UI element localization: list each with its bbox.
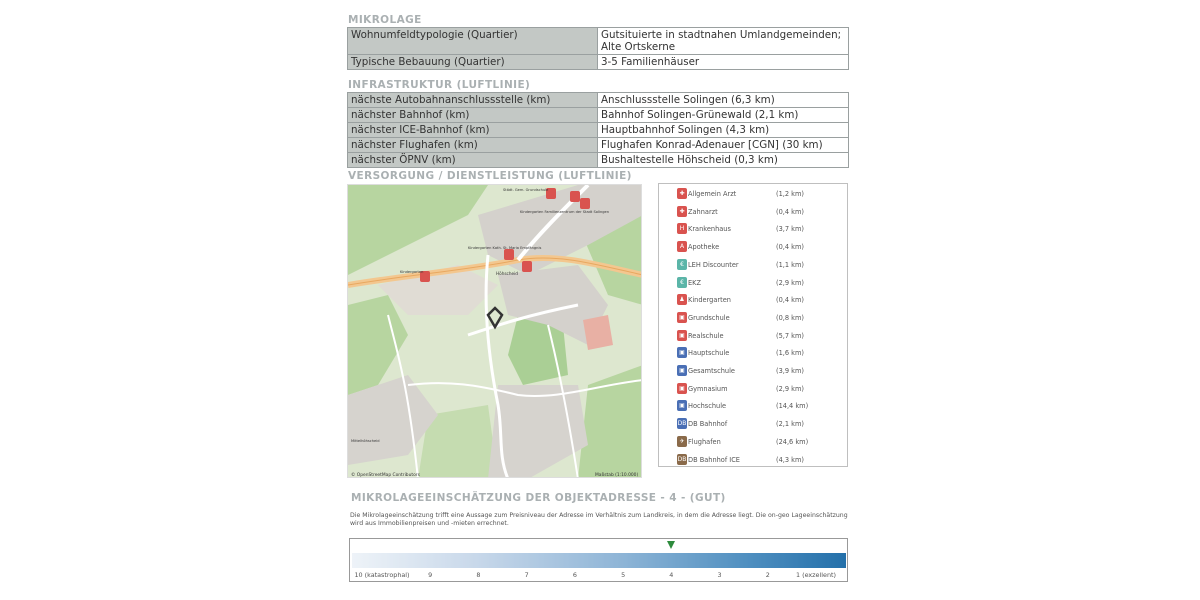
- map-poi-marker[interactable]: [580, 198, 590, 209]
- legend-distance: (2,1 km): [776, 420, 804, 429]
- legend-poi-icon: ▣: [677, 347, 687, 358]
- rating-tick-label: 3: [717, 571, 722, 579]
- versorgung-title: VERSORGUNG / DIENSTLEISTUNG (LUFTLINIE): [348, 170, 632, 182]
- legend-label: DB Bahnhof ICE: [688, 455, 740, 464]
- map-scale: Maßstab (1:10.000): [595, 473, 639, 478]
- infrastruktur-key: nächster ÖPNV (km): [348, 153, 598, 168]
- table-row: [348, 138, 849, 153]
- infrastruktur-title: INFRASTRUKTUR (LUFTLINIE): [348, 79, 531, 91]
- legend-poi-icon: ♟: [677, 294, 687, 305]
- legend-poi-icon: A: [677, 241, 687, 252]
- legend-distance: (1,6 km): [776, 349, 804, 358]
- legend-item: [677, 365, 842, 379]
- legend-label: EKZ: [688, 278, 702, 287]
- legend-item: [677, 223, 842, 237]
- legend-distance: (4,3 km): [776, 455, 804, 464]
- legend-item: [677, 418, 842, 432]
- map-legend: [658, 183, 848, 467]
- legend-item: [677, 400, 842, 414]
- legend-distance: (0,4 km): [776, 296, 804, 305]
- legend-label: Apotheke: [688, 243, 720, 252]
- map-attribution: © OpenStreetMap Contributors: [351, 473, 420, 478]
- table-row: [348, 123, 849, 138]
- legend-poi-icon: DB: [677, 420, 687, 428]
- legend-poi-icon: ▣: [677, 312, 687, 323]
- legend-item: [677, 330, 842, 344]
- legend-item: [677, 383, 842, 397]
- legend-distance: (1,2 km): [776, 190, 804, 198]
- mikrolage-table: [347, 27, 849, 70]
- infrastruktur-value: Anschlussstelle Solingen (6,3 km): [598, 93, 849, 108]
- rating-tick-label: 5: [621, 571, 626, 579]
- map-poi-marker[interactable]: [522, 261, 532, 272]
- legend-item: [677, 277, 842, 291]
- location-map[interactable]: [347, 184, 642, 478]
- rating-marker-icon: [667, 541, 675, 549]
- map-label: Kindergarten Kath. St. Maria Empfängnis: [468, 246, 542, 250]
- rating-tick-label: 2: [765, 571, 770, 579]
- legend-poi-icon: ▣: [677, 330, 687, 341]
- table-row: [348, 153, 849, 168]
- legend-distance: (3,7 km): [776, 225, 804, 234]
- mikrolage-title: MIKROLAGE: [348, 14, 422, 26]
- legend-label: Realschule: [688, 331, 724, 340]
- legend-item: [677, 188, 842, 202]
- legend-poi-icon: ▣: [677, 400, 687, 411]
- table-row: [348, 108, 849, 123]
- rating-gradient-bar: [352, 553, 846, 568]
- legend-poi-icon: €: [677, 259, 687, 270]
- legend-item: [677, 294, 842, 308]
- map-poi-marker[interactable]: [504, 249, 514, 260]
- rating-tick-label: 1 (exzellent): [795, 571, 837, 579]
- legend-distance: (14,4 km): [776, 402, 809, 411]
- legend-label: Hauptschule: [688, 349, 730, 358]
- map-label: Kindergarten: [400, 270, 424, 274]
- infrastruktur-value: Bahnhof Solingen-Grünewald (2,1 km): [598, 108, 849, 123]
- legend-distance: (1,1 km): [776, 260, 804, 269]
- einschaetzung-title: MIKROLAGEEINSCHÄTZUNG DER OBJEKTADRESSE - 4 - (GUT): [351, 492, 726, 504]
- legend-poi-icon: DB: [677, 455, 687, 463]
- infrastruktur-key: nächste Autobahnanschlussstelle (km): [348, 93, 598, 108]
- map-poi-marker[interactable]: [570, 191, 580, 202]
- legend-item: [677, 259, 842, 273]
- rating-scale: [349, 538, 848, 582]
- map-label: Kindergarten Familienzentrum der Stadt Solingen: [520, 210, 610, 214]
- infrastruktur-key: nächster Flughafen (km): [348, 138, 598, 153]
- legend-poi-icon: €: [677, 277, 687, 288]
- legend-item: [677, 347, 842, 361]
- legend-item: [677, 436, 842, 450]
- legend-item: [677, 454, 842, 468]
- legend-distance: (0,4 km): [776, 243, 804, 252]
- legend-label: Allgemein Arzt: [688, 190, 737, 198]
- map-canvas: [348, 185, 642, 478]
- legend-label: LEH Discounter: [688, 260, 739, 269]
- map-label: Höhscheid: [496, 271, 518, 276]
- rating-tick-label: 6: [572, 571, 577, 579]
- legend-label: Gymnasium: [688, 384, 728, 393]
- infrastruktur-value: Bushaltestelle Höhscheid (0,3 km): [598, 153, 849, 168]
- mikrolage-value: 3-5 Familienhäuser: [598, 55, 849, 70]
- legend-distance: (0,4 km): [776, 207, 804, 216]
- table-row: [348, 28, 849, 55]
- infrastruktur-key: nächster ICE-Bahnhof (km): [348, 123, 598, 138]
- legend-distance: (2,9 km): [776, 278, 804, 287]
- rating-tick-label: 7: [524, 571, 529, 579]
- table-row: [348, 93, 849, 108]
- legend-label: Hochschule: [688, 402, 727, 411]
- legend-label: Zahnarzt: [688, 207, 718, 216]
- legend-poi-icon: ✚: [677, 188, 687, 199]
- legend-item: [677, 241, 842, 255]
- map-label: Städt. Gem. Grundschule: [503, 188, 549, 192]
- rating-tick-label: 10 (katastrophal): [354, 571, 410, 579]
- legend-poi-icon: H: [677, 223, 687, 234]
- legend-distance: (5,7 km): [776, 331, 804, 340]
- legend-distance: (3,9 km): [776, 367, 804, 375]
- legend-label: Krankenhaus: [688, 225, 731, 234]
- legend-label: DB Bahnhof: [688, 420, 728, 429]
- mikrolage-key: Typische Bebauung (Quartier): [348, 55, 598, 70]
- legend-distance: (24,6 km): [776, 437, 809, 446]
- legend-label: Grundschule: [688, 313, 730, 322]
- legend-distance: (2,9 km): [776, 384, 804, 393]
- legend-poi-icon: ▣: [677, 383, 687, 394]
- legend-poi-icon: ✚: [677, 206, 687, 217]
- rating-tick-label: 8: [476, 571, 481, 579]
- rating-tick-label: 9: [428, 571, 433, 579]
- legend-label: Flughafen: [688, 437, 721, 446]
- legend-poi-icon: ▣: [677, 365, 687, 376]
- infrastruktur-key: nächster Bahnhof (km): [348, 108, 598, 123]
- infrastruktur-value: Flughafen Konrad-Adenauer [CGN] (30 km): [598, 138, 849, 153]
- einschaetzung-description: Die Mikrolageeinschätzung trifft eine Aussage zum Preisniveau der Adresse im Verhältnis zum Landkreis, in dem die Adresse liegt. Die on-geo Lageeinschätzung wird aus Immobilienpreisen und -mieten errechnet.: [350, 512, 848, 527]
- legend-distance: (0,8 km): [776, 313, 804, 322]
- mikrolage-value: Gutsituierte in stadtnahen Umlandgemeinden; Alte Ortskerne: [598, 28, 849, 55]
- rating-tick-label: 4: [669, 571, 674, 579]
- table-row: [348, 55, 849, 70]
- legend-item: [677, 312, 842, 326]
- mikrolage-key: Wohnumfeldtypologie (Quartier): [348, 28, 598, 55]
- legend-label: Kindergarten: [688, 296, 731, 305]
- legend-item: [677, 206, 842, 220]
- infrastruktur-value: Hauptbahnhof Solingen (4,3 km): [598, 123, 849, 138]
- legend-label: Gesamtschule: [688, 367, 735, 375]
- infrastruktur-table: [347, 92, 849, 168]
- legend-poi-icon: ✈: [677, 436, 687, 447]
- map-label: Mittelhöhscheid: [351, 439, 380, 443]
